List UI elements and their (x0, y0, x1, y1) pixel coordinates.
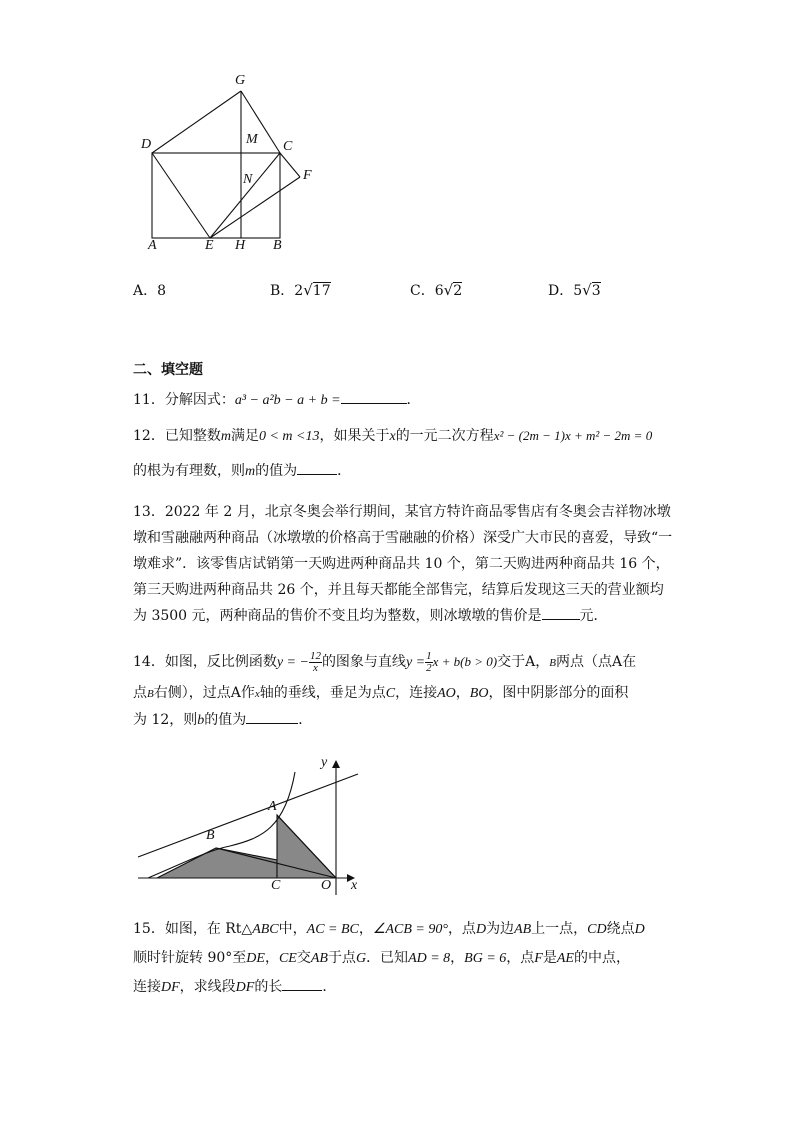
q14-func1-num: 12 (309, 649, 321, 662)
segment-ef (210, 177, 300, 238)
q15-text-i: 交 (296, 950, 311, 966)
q15-seg-df-2: DF (235, 980, 255, 995)
q12-text-f: 的值为 (255, 463, 298, 479)
segment-de (152, 153, 210, 238)
q15-cond-4: BG = 6 (464, 951, 507, 966)
option-a: A．8 (133, 283, 167, 299)
question-11 (133, 387, 673, 414)
q13-line-1: 13．2022 年 2 月，北京冬奥会举行期间，某官方特许商品零售店有冬奥会吉祥物冰墩 (133, 504, 671, 520)
q12-text-a: 12．已知整数 (133, 428, 221, 444)
q15-seg-ab: AB (514, 922, 532, 937)
graph-label-a: A (268, 799, 277, 814)
q15-text-a: 15．如图，在 Rt△ (133, 921, 253, 937)
q12-text-d: 的一元二次方程 (395, 428, 494, 444)
label-m: M (246, 132, 258, 147)
q15-text-g: 顺时针旋转 90°至 (133, 950, 247, 966)
option-c-coef: 6 (434, 283, 444, 299)
q15-text-p: ，求线段 (179, 979, 236, 995)
q14-text-b: 的图象与直线 (321, 654, 406, 670)
q14-func2-den: 2 (426, 661, 432, 674)
q14-func1-frac (309, 651, 322, 674)
q15-text-k: ．已知 (366, 950, 409, 966)
q15-text-h: ， (264, 950, 279, 966)
q14-var-x: x (254, 688, 260, 700)
q14-point-b-2: B (147, 688, 154, 700)
option-d-prefix: D． (548, 283, 574, 299)
q15-text-c: ，点 (447, 921, 476, 937)
q15-point-d-2: D (634, 922, 645, 937)
question-15 (133, 916, 673, 1001)
q15-end: ． (322, 979, 337, 995)
q14-func2-lhs: y = (405, 655, 426, 670)
q13-line-2: 墩和雪融融两种商品（冰墩墩的价格高于雪融融的价格）深受广大市民的喜爱，导致“一 (133, 530, 673, 546)
option-d-radicand: 3 (591, 283, 601, 299)
q15-comma-1: ， (358, 921, 373, 937)
q15-seg-ce: CE (278, 951, 297, 966)
option-b-coef: 2 (294, 283, 304, 299)
label-f: F (303, 168, 312, 183)
q15-seg-ae: AE (556, 951, 574, 966)
q15-text-b: 中， (278, 921, 307, 937)
q14-point-a: A (525, 654, 536, 670)
q15-text-e: 上一点， (531, 921, 588, 937)
graph-label-o: O (321, 878, 332, 893)
q14-point-a-2: A (611, 654, 623, 670)
q12-var-m: m (220, 429, 231, 444)
q14-func2-frac (425, 651, 433, 674)
label-e: E (205, 238, 214, 253)
q14-point-b: B (549, 657, 556, 669)
option-b: B．2√17 (270, 281, 331, 299)
straight-line (138, 774, 358, 857)
graph-label-y: y (321, 755, 328, 770)
q14-text-d: ， (535, 654, 550, 670)
q13-line-5a: 为 3500 元，两种商品的售价不变且均为整数，则冰墩墩的售价是 (133, 608, 542, 624)
option-b-prefix: B． (270, 283, 295, 299)
q15-seg-de: DE (246, 951, 265, 966)
q14-point-a-3: A (230, 685, 241, 701)
q13-answer-blank[interactable] (542, 605, 580, 620)
q15-text-n: 的中点， (573, 950, 630, 966)
q12-var-x: x (389, 429, 396, 444)
q11-answer-blank[interactable] (341, 389, 407, 404)
q14-text-c: 交于 (497, 654, 526, 670)
q15-seg-cd: CD (587, 922, 607, 937)
question-12 (133, 423, 673, 485)
q13-line-3: 墩难求”．该零售店试销第一天购进两种商品共 10 个，第二天购进两种商品共 16 个， (133, 556, 670, 572)
q15-point-d: D (475, 922, 487, 937)
q15-point-f: F (534, 951, 543, 966)
shaded-triangle-left (157, 848, 277, 878)
q14-text-j: 轴的垂线，垂足为点 (259, 685, 386, 701)
y-axis-arrow (332, 760, 340, 768)
q12-text-e: 的根为有理数，则 (133, 463, 245, 479)
q15-seg-ab-2: AB (310, 951, 328, 966)
q14-text-i: 作 (240, 685, 255, 701)
label-b: B (273, 238, 282, 253)
question-14 (133, 649, 673, 734)
option-d-coef: 5 (573, 283, 583, 299)
option-c: C．6√2 (410, 281, 463, 299)
q12-end: ． (337, 463, 352, 479)
option-c-radicand: 2 (453, 283, 463, 299)
option-d: D．5√3 (548, 281, 601, 299)
label-n: N (243, 172, 253, 187)
q12-text-c: ，如果关于 (319, 428, 390, 444)
q14-seg-bo: BO (469, 686, 489, 701)
q14-text-h: 右侧），过点 (153, 685, 231, 701)
q14-func2-num: 1 (426, 649, 432, 662)
q14-text-m: 为 12，则 (133, 712, 198, 728)
q12-text-b: 满足 (230, 428, 259, 444)
q11-expression: a³ − a²b − a + b = (234, 393, 341, 408)
q14-end: ． (298, 712, 313, 728)
q12-var-m-2: m (245, 464, 256, 479)
q14-func1-den: x (312, 661, 318, 674)
q15-cond-3: AD = 8 (408, 951, 451, 966)
q14-point-c: C (385, 686, 396, 701)
q15-text-l: ，点 (506, 950, 535, 966)
q13-line-5b: 元． (579, 608, 608, 624)
label-c: C (283, 139, 293, 154)
q14-text-g: 点 (133, 685, 147, 701)
answer-options (130, 280, 690, 302)
label-d: D (141, 137, 152, 152)
q14-text-n: 的值为 (204, 712, 247, 728)
q12-answer-blank[interactable] (297, 460, 337, 475)
q14-func2-rhs: x + b(b > 0) (432, 654, 498, 669)
label-a: A (148, 238, 157, 253)
label-g: G (235, 73, 246, 88)
graph-label-x: x (351, 878, 358, 893)
q14-text-a: 14．如图，反比例函数 (133, 654, 277, 670)
q15-cond-2: ∠ACB = 90° (372, 922, 448, 937)
q14-answer-blank[interactable] (246, 709, 298, 724)
graph-label-c: C (271, 878, 281, 893)
q14-text-e: 两点（点 (555, 654, 612, 670)
label-h: H (235, 238, 246, 253)
q11-prefix: 11．分解因式： (133, 392, 235, 408)
q11-end: ． (406, 392, 421, 408)
q15-text-j: 于点 (327, 950, 356, 966)
q15-text-o: 连接 (133, 979, 161, 995)
q13-line-4: 第三天购进两种商品共 26 个，并且每天都能全部售完，结算后发现这三天的营业额均 (133, 582, 664, 598)
geometry-figure-1 (130, 70, 330, 260)
q15-text-q: 的长 (254, 979, 283, 995)
question-13 (133, 499, 673, 629)
q15-triangle: ABC (252, 922, 279, 937)
q15-text-m: 是 (542, 950, 557, 966)
segment-ec (210, 153, 280, 238)
option-b-radicand: 17 (312, 283, 331, 299)
segment-cf (280, 153, 300, 177)
q12-range: 0 < m <13 (258, 429, 320, 444)
q14-text-k: ，连接 (395, 685, 438, 701)
option-c-prefix: C． (410, 283, 435, 299)
q14-var-b: b (197, 713, 205, 728)
q14-func1-lhs: y = − (276, 655, 309, 670)
graph-label-b: B (206, 828, 215, 843)
q12-equation: x² − (2m − 1)x + m² − 2m = 0 (493, 428, 653, 443)
section-title: 二、填空题 (133, 362, 203, 378)
q15-cond-1: AC = BC (306, 922, 359, 937)
q14-text-f: 在 (622, 654, 637, 670)
segment-dg (152, 91, 241, 153)
q15-comma-2: ， (450, 950, 465, 966)
q14-seg-ao: AO (437, 686, 456, 701)
q15-seg-df: DF (161, 980, 180, 995)
q15-text-d: 为边 (486, 921, 515, 937)
q15-text-f: 绕点 (606, 921, 635, 937)
q15-answer-blank[interactable] (282, 976, 322, 991)
rectangle-abcd (152, 153, 280, 238)
q14-comma: ， (455, 685, 470, 701)
q15-point-g: G (355, 951, 367, 966)
q14-text-l: ，图中阴影部分的面积 (488, 685, 629, 701)
